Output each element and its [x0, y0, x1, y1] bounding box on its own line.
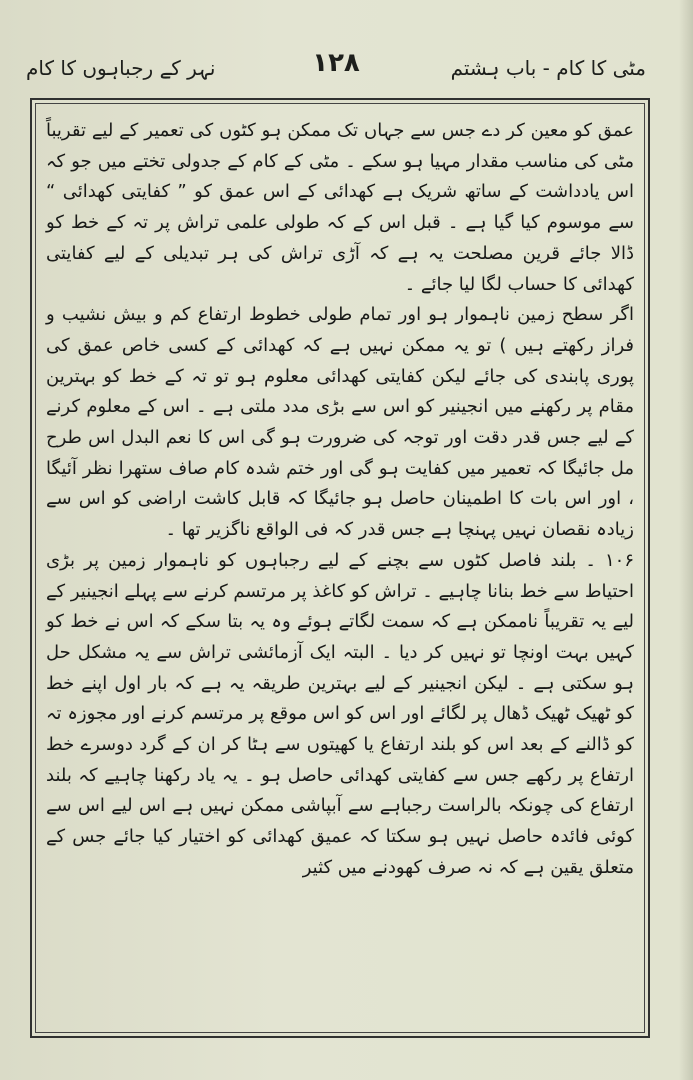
page-number: ۱۲۸: [312, 48, 360, 78]
body-text: [46, 116, 634, 884]
chapter-title: مٹی کا کام - باب ہشتم: [450, 56, 646, 80]
text-frame: [30, 98, 650, 1038]
paragraph-1: عمق کو معین کر دے جس سے جہاں تک ممکن ہو کٹوں کی تعمیر کے لیے تقریباً مٹی کی مناسب مقدار مہیا ہو سکے ۔ مٹی کے کام کے جدولی تختے میں جو کہ اس یادداشت کے ساتھ شریک ہے کھدائی کے اس عمق کو ” کفایتی کھدائی “ سے موسوم کیا گیا ہے ۔ قبل اس کے کہ طولی علمی تراش پر تہ کے خط کو ڈالا جائے قرین مصلحت یہ ہے کہ آڑی تراش کی ہر تبدیلی کے لیے کفایتی کھدائی کا حساب لگا لیا جائے ۔: [46, 120, 634, 295]
section-title: نہر کے رجباہوں کا کام: [26, 56, 216, 80]
page-header: [26, 46, 646, 90]
paragraph-3: ۱۰۶ ۔ بلند فاصل کٹوں سے بچنے کے لیے رجباہوں کو ناہموار زمین پر بڑی احتیاط سے خط بنانا چاہیے ۔ تراش کو کاغذ پر مرتسم کرنے سے پہلے انجینیر کے لیے یہ تقریباً ناممکن ہے کہ سمت لگاتے ہوئے وہ یہ بتا سکے کہ اس نے خط کو کہیں بہت اونچا تو نہیں کر دیا ۔ البتہ ایک آزمائشی تراش سے یہ مشکل حل ہو سکتی ہے ۔ لیکن انجینیر کے لیے بہترین طریقہ یہ ہے کہ بار اول اپنے خط کو ٹھیک ٹھیک ڈھال پر لگائے اور اس کو اس موقع پر مرتسم کرنے اور مجوزہ تہ کو ڈالنے کے بعد اس کو بلند ارتفاع یا کھیتوں سے ہٹا کر ان کے گرد دوسرے خط ارتفاع پر رکھے جس سے کفایتی کھدائی حاصل ہو ۔ یہ یاد رکھنا چاہیے کہ بلند ارتفاع کی چونکہ بالراست رجباہے سے آبپاشی ممکن نہیں ہے اس لیے اس سے کوئی فائدہ حاصل نہیں ہو سکتا کہ عمیق کھدائی کو اختیار کیا جائے جس کے متعلق یقین ہے کہ نہ صرف کھودنے میں کثیر: [46, 549, 634, 878]
paragraph-2: اگر سطح زمین ناہموار ہو اور تمام طولی خطوط ارتفاع کم و بیش نشیب و فراز رکھتے ہیں ) تو یہ ممکن نہیں ہے کہ کھدائی کے کسی خاص عمق کی پوری پابندی کی جائے لیکن کفایتی کھدائی معلوم ہو تو تہ کے خط کو بہترین مقام پر رکھنے میں انجینیر کو اس سے بڑی مدد ملتی ہے ۔ اس کے معلوم کرنے کے لیے جس قدر دقت اور توجہ کی ضرورت ہو گی اس کا نعم البدل اس طرح مل جائیگا کہ تعمیر میں کفایت ہو گی اور ختم شدہ کام صاف ستھرا نظر آئیگا ، اور اس بات کا اطمینان حاصل ہو جائیگا کہ قابل کاشت اراضی کو اس سے زیادہ نقصان نہیں پہنچا ہے جس قدر کہ فی الواقع ناگزیر تھا ۔: [46, 304, 634, 541]
page-edge-shadow: [679, 0, 693, 1080]
